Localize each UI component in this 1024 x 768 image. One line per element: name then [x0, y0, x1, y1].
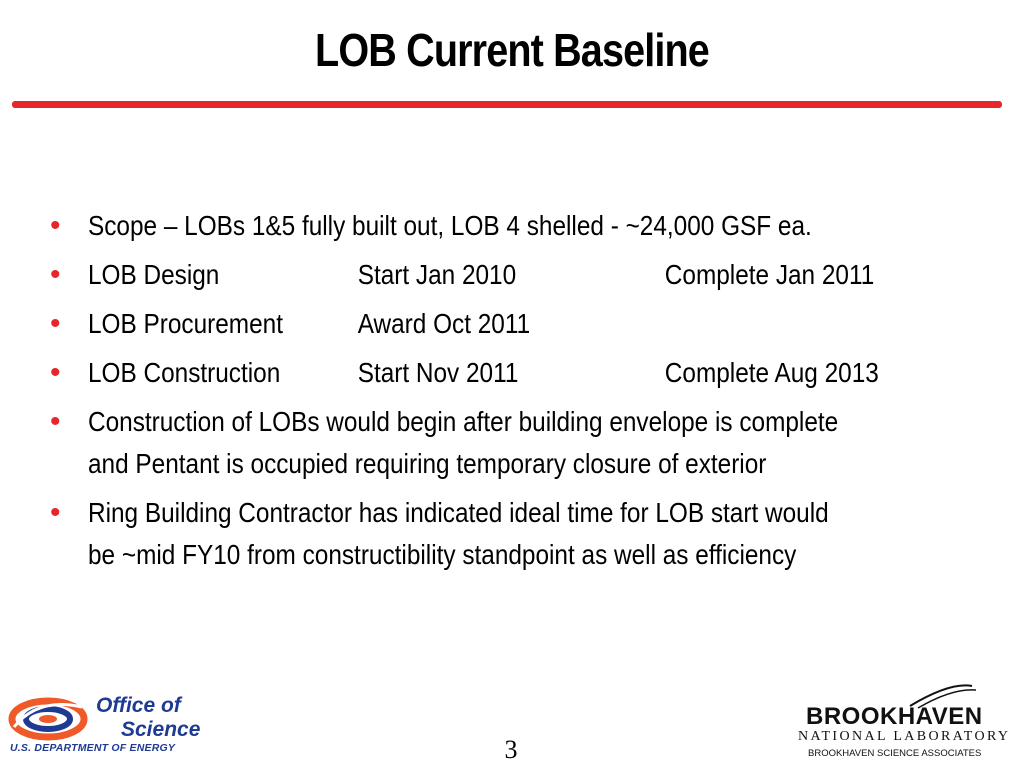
bullet-scope: [46, 205, 1006, 247]
phase-start: Start Nov 2011: [357, 357, 519, 388]
page-number: 3: [504, 735, 518, 764]
bullet-text-line: and Pentant is occupied requiring temporary closure of exterior: [88, 448, 767, 479]
logo-text-science: Science: [121, 718, 201, 741]
phase-start: Start Jan 2010: [357, 259, 517, 290]
bullet-ring-contractor: [46, 492, 1006, 576]
phase-label: LOB Design: [88, 259, 220, 290]
bullet-text-line: Construction of LOBs would begin after building envelope is complete: [88, 406, 839, 437]
schedule-row: [88, 303, 887, 345]
bullet-icon: •: [50, 307, 61, 340]
logo-text-brookhaven: BROOKHAVEN: [806, 703, 983, 730]
bullet-icon: •: [50, 209, 61, 242]
brookhaven-logo: [790, 680, 1016, 764]
doe-swirl-icon: [8, 693, 98, 743]
phase-label: LOB Construction: [88, 357, 281, 388]
bullet-text-line: be ~mid FY10 from constructibility standpoint as well as efficiency: [88, 539, 797, 570]
logo-text-office-of: Office of: [96, 694, 181, 717]
phase-complete: Complete Jan 2011: [664, 259, 875, 290]
phase-start: Award Oct 2011: [357, 308, 531, 339]
bullet-icon: •: [50, 405, 61, 438]
office-of-science-logo: [6, 690, 216, 760]
bullet-icon: •: [50, 356, 61, 389]
bullet-text-line: Ring Building Contractor has indicated ideal time for LOB start would: [88, 497, 829, 528]
logo-text-associates: BROOKHAVEN SCIENCE ASSOCIATES: [808, 748, 982, 759]
bullet-lob-design: [46, 254, 1006, 296]
bullet-icon: •: [50, 496, 61, 529]
bullet-lob-construction: [46, 352, 1006, 394]
schedule-row: [88, 352, 887, 394]
slide-title: LOB Current Baseline: [315, 24, 709, 76]
title-rule: [12, 101, 1002, 108]
bullet-text: Scope – LOBs 1&5 fully built out, LOB 4 shelled - ~24,000 GSF ea.: [88, 210, 812, 241]
phase-complete: Complete Aug 2013: [664, 357, 879, 388]
logo-text-department: U.S. DEPARTMENT OF ENERGY: [10, 742, 176, 754]
logo-text-national-laboratory: NATIONAL LABORATORY: [798, 729, 1011, 744]
schedule-row: [88, 254, 887, 296]
phase-label: LOB Procurement: [88, 308, 283, 339]
bullet-construction-sequence: [46, 401, 1006, 485]
bullet-lob-procurement: [46, 303, 1006, 345]
bullet-icon: •: [50, 258, 61, 291]
bullet-list: [46, 205, 1006, 583]
